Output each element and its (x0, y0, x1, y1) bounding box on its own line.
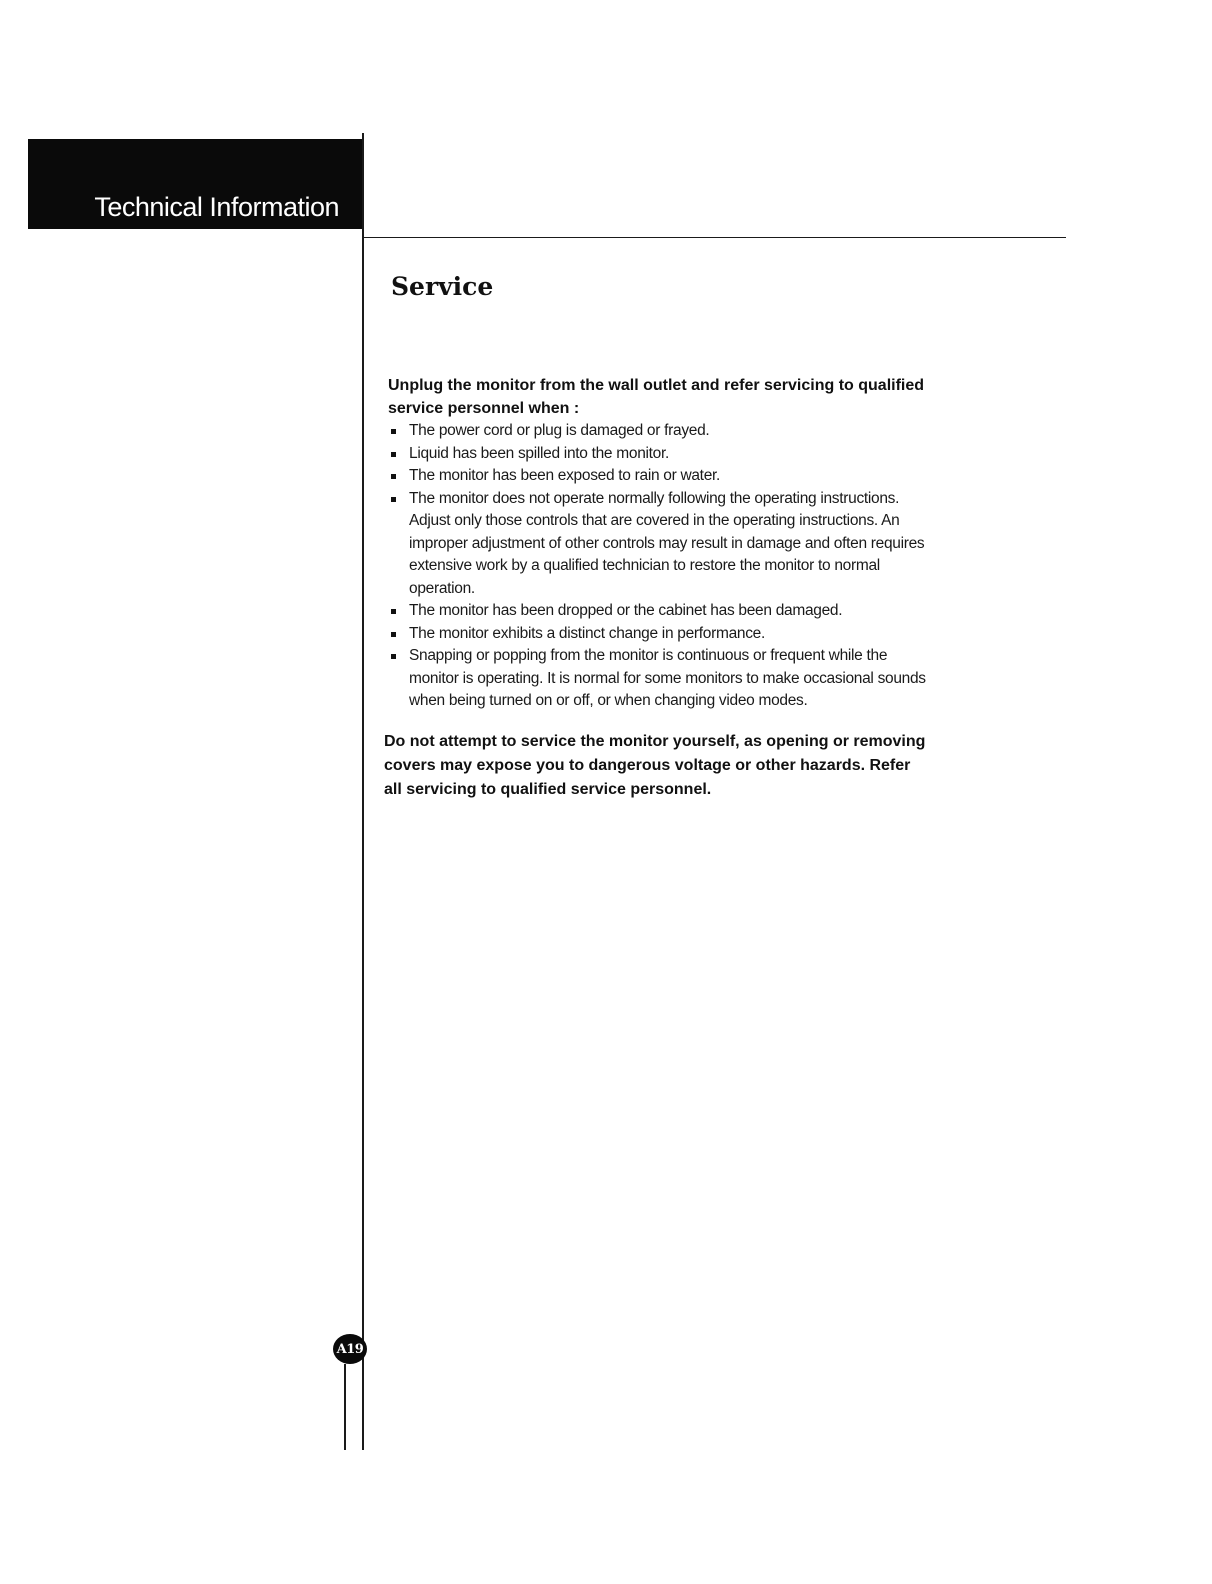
bullet-icon (391, 452, 396, 457)
bullet-icon (391, 474, 396, 479)
vertical-rule (362, 133, 364, 1450)
warning-paragraph: Do not attempt to service the monitor yourself, as opening or removing covers may expose you to dangerous voltage or other hazards. Refer all servicing to qualified service personnel. (384, 732, 926, 798)
list-item (388, 420, 928, 443)
page-number: A19 (336, 1341, 364, 1357)
list-item-text: The monitor exhibits a distinct change in performance. (409, 624, 765, 642)
list-item-text: The monitor has been exposed to rain or water. (409, 467, 721, 484)
bullet-icon (391, 429, 396, 434)
bullet-icon (391, 654, 396, 659)
page-number-badge (333, 1334, 367, 1364)
list-item-text: The monitor does not operate normally following the operating instructions. Adjust only those controls that are covered in the operating instructions. An improper adjustment of other controls may result in damage and often requires extensive work by a qualified technician to restore the monitor to normal operation. (409, 489, 925, 597)
bullet-icon (391, 609, 396, 614)
list-item (388, 645, 928, 713)
section-body (384, 374, 928, 802)
list-item-text: The monitor has been dropped or the cabinet has been damaged. (409, 602, 843, 619)
bullet-icon (391, 497, 396, 502)
list-item (388, 600, 928, 623)
list-item (388, 488, 928, 601)
list-item-text: Liquid has been spilled into the monitor. (409, 444, 669, 462)
chapter-title: Technical Information (94, 192, 339, 222)
bullet-icon (391, 632, 396, 637)
list-item-text: Snapping or popping from the monitor is continuous or frequent while the monitor is operating. It is normal for some monitors to make occasional sounds when being turned on or off, or when changing video modes. (409, 647, 926, 709)
bottom-rule (344, 1364, 346, 1450)
horizontal-rule (362, 237, 1066, 238)
header-banner (28, 139, 363, 229)
intro-paragraph: Unplug the monitor from the wall outlet and refer servicing to qualified service personnel when : (388, 377, 925, 417)
list-item (388, 623, 928, 646)
section-title: Service (391, 272, 494, 301)
service-conditions-list (388, 420, 928, 713)
list-item-text: The power cord or plug is damaged or frayed. (409, 422, 710, 439)
list-item (388, 465, 928, 488)
list-item (388, 443, 928, 466)
